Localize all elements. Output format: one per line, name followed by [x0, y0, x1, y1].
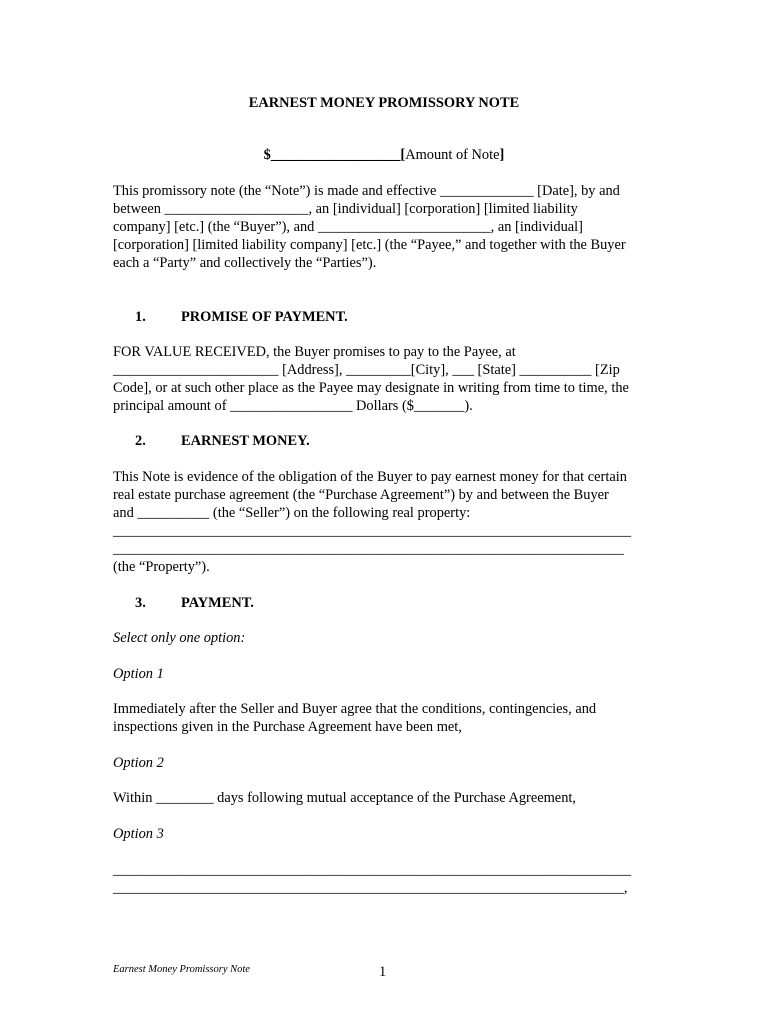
- option-3-body: [113, 861, 658, 897]
- body-line: _______________________ [Address], _________[City], ___ [State] __________ [Zip: [113, 362, 620, 378]
- property-blank-line: ________________________________________________________________________: [113, 523, 632, 539]
- intro-paragraph: [113, 182, 658, 272]
- body-line: Immediately after the Seller and Buyer agree that the conditions, contingencies, and: [113, 701, 597, 717]
- blank-line: ________________________________________________________________________: [113, 862, 632, 878]
- body-line: inspections given in the Purchase Agreement have been met,: [113, 719, 462, 735]
- intro-line: company] [etc.] (the “Buyer”), and ________________________, an [individual]: [113, 219, 583, 235]
- intro-line: between ____________________, an [individual] [corporation] [limited liability: [113, 201, 578, 217]
- property-blank-line: _______________________________________________________________________: [113, 541, 624, 557]
- body-line: (the “Property”).: [113, 559, 210, 575]
- intro-line: This promissory note (the “Note”) is made and effective _____________ [Date], by and: [113, 183, 620, 199]
- amount-line: [0, 146, 768, 164]
- option-1-label: Option 1: [113, 666, 164, 682]
- footer-document-name: Earnest Money Promissory Note: [113, 964, 250, 975]
- section-title: PAYMENT.: [181, 595, 254, 611]
- body-line: FOR VALUE RECEIVED, the Buyer promises to pay to the Payee, at: [113, 344, 516, 360]
- intro-line: each a “Party” and collectively the “Parties”).: [113, 255, 377, 271]
- amount-bracket-open: [: [400, 147, 406, 163]
- select-instruction: Select only one option:: [113, 630, 246, 646]
- intro-line: [corporation] [limited liability company] [etc.] (the “Payee,” and together with the Buyer: [113, 237, 626, 253]
- option-2-label: Option 2: [113, 755, 164, 771]
- section-2-body: [113, 468, 658, 576]
- section-title: EARNEST MONEY.: [181, 433, 310, 449]
- body-line: This Note is evidence of the obligation of the Buyer to pay earnest money for that certain: [113, 469, 627, 485]
- section-number: 3.: [135, 595, 146, 611]
- option-2-body: Within ________ days following mutual acceptance of the Purchase Agreement,: [113, 790, 576, 806]
- section-1-body: [113, 343, 658, 415]
- option-3-label: Option 3: [113, 826, 164, 842]
- amount-bracket-close: ]: [499, 147, 505, 163]
- section-number: 2.: [135, 433, 146, 449]
- option-1-body: [113, 700, 658, 736]
- body-line: Code], or at such other place as the Payee may designate in writing from time to time, the: [113, 380, 629, 396]
- document-title: EARNEST MONEY PROMISSORY NOTE: [248, 95, 520, 111]
- page-number: 1: [379, 964, 387, 980]
- section-title: PROMISE OF PAYMENT.: [181, 309, 348, 325]
- section-number: 1.: [135, 309, 146, 325]
- amount-blank: $__________________: [263, 147, 401, 163]
- amount-label: Amount of Note: [405, 147, 500, 163]
- body-line: and __________ (the “Seller”) on the following real property:: [113, 505, 471, 521]
- blank-line: _______________________________________________________________________,: [113, 880, 628, 896]
- body-line: principal amount of _________________ Dollars ($_______).: [113, 398, 473, 414]
- body-line: real estate purchase agreement (the “Purchase Agreement”) by and between the Buyer: [113, 487, 609, 503]
